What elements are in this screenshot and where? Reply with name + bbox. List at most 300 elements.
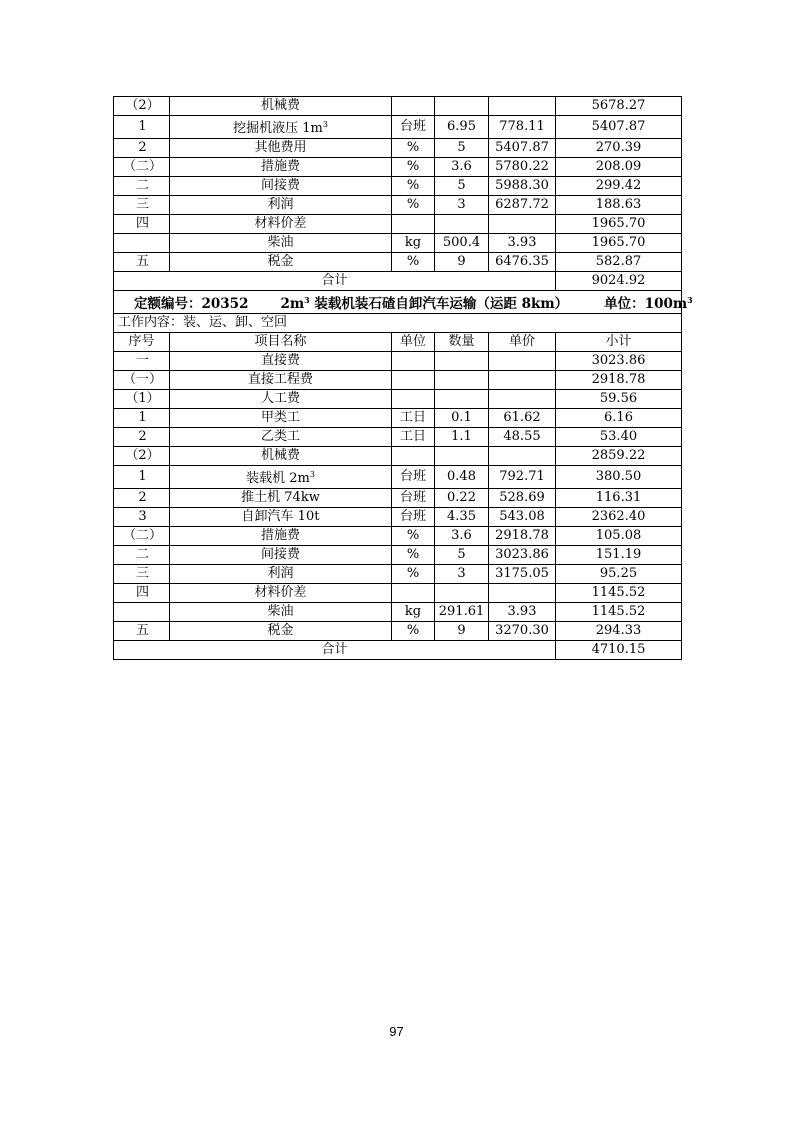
cell-price: [489, 352, 556, 371]
cell-name-text: 挖掘机液压 1m: [233, 121, 323, 136]
cell-qty-text: 291.61: [438, 604, 485, 619]
cell-price: [489, 196, 556, 215]
cell-name-text: 机械费: [260, 448, 300, 463]
cell-no: [114, 546, 170, 565]
cell-no-text: 四: [135, 585, 149, 600]
table-row: [114, 447, 682, 466]
cell-unit-text: 台班: [399, 119, 426, 134]
cell-name: [170, 253, 392, 272]
cell-unit-text: %: [406, 547, 420, 562]
cell-no: [114, 371, 170, 390]
cell-unit: [392, 390, 435, 409]
cell-unit: [392, 196, 435, 215]
cell-qty-text: 0.48: [447, 469, 476, 484]
table-row: [114, 234, 682, 253]
cell-name-text: 人工费: [260, 391, 300, 406]
cell-subtotal-text: 1145.52: [591, 585, 646, 600]
cell-price: [489, 447, 556, 466]
section-title-pre: 2m: [280, 296, 305, 312]
cell-name-text: 措施费: [260, 528, 300, 543]
cell-unit: [392, 565, 435, 584]
cell-no: [114, 215, 170, 234]
cell-subtotal: [556, 546, 682, 565]
table-row: [114, 116, 682, 139]
cell-no-text: 1: [138, 410, 147, 425]
cell-price-text: 543.08: [499, 509, 545, 524]
cell-no-text: 四: [135, 216, 149, 231]
cell-subtotal-text: 1145.52: [591, 604, 646, 619]
cell-qty: [435, 139, 489, 158]
cell-no-text: 3: [138, 509, 147, 524]
cell-unit: [392, 177, 435, 196]
cell-subtotal: [556, 253, 682, 272]
cell-name-text: 乙类工: [260, 429, 300, 444]
cell-subtotal: [556, 428, 682, 447]
total-label: 合计: [114, 641, 556, 660]
cell-no: [114, 466, 170, 489]
cell-name: [170, 158, 392, 177]
cell-unit-text: 台班: [399, 469, 426, 484]
cell-unit-text: %: [406, 254, 420, 269]
cell-subtotal-text: 1965.70: [591, 235, 646, 250]
cell-name: [170, 139, 392, 158]
cell-price: [489, 508, 556, 527]
cell-unit: [392, 215, 435, 234]
page-number: 97: [389, 1024, 404, 1039]
cell-subtotal-text: 116.31: [595, 490, 642, 505]
cell-no-text: 五: [135, 623, 149, 638]
cell-qty: [435, 97, 489, 116]
cell-subtotal: [556, 584, 682, 603]
cell-qty-text: 3: [457, 197, 466, 212]
cell-price: [489, 603, 556, 622]
cell-qty: [435, 466, 489, 489]
cell-price: [489, 177, 556, 196]
cell-unit: [392, 466, 435, 489]
header-subtotal: 小计: [556, 333, 682, 352]
cell-qty: [435, 508, 489, 527]
header-unit: 单位: [392, 333, 435, 352]
cell-qty-text: 9: [457, 623, 466, 638]
cell-subtotal: [556, 97, 682, 116]
cell-unit-text: 工日: [399, 429, 426, 444]
cell-qty: [435, 489, 489, 508]
cell-no-text: （2）: [125, 98, 160, 113]
cell-subtotal-text: 299.42: [595, 178, 642, 193]
cell-no: [114, 116, 170, 139]
cell-name-text: 税金: [267, 623, 294, 638]
work-content: 工作内容：装、运、卸、空回: [114, 314, 682, 333]
cell-price-text: 48.55: [503, 429, 541, 444]
cell-subtotal: [556, 234, 682, 253]
section-code: 定额编号：20352: [134, 296, 249, 312]
cell-no-text: 2: [138, 490, 147, 505]
cell-unit-text: %: [406, 197, 420, 212]
cell-price-text: 792.71: [499, 469, 545, 484]
cell-name: [170, 215, 392, 234]
cell-name: [170, 546, 392, 565]
cell-qty-text: 0.22: [447, 490, 476, 505]
cell-price-text: 778.11: [499, 119, 545, 134]
cell-no: [114, 603, 170, 622]
cell-subtotal: [556, 527, 682, 546]
cell-subtotal-text: 294.33: [595, 623, 642, 638]
cell-subtotal: [556, 139, 682, 158]
cell-price: [489, 428, 556, 447]
cell-name-text: 推土机 74kw: [241, 490, 320, 505]
cell-no-text: （二）: [122, 159, 162, 174]
cell-price: [489, 409, 556, 428]
cell-subtotal-text: 380.50: [595, 469, 642, 484]
cell-price: [489, 565, 556, 584]
cell-qty: [435, 622, 489, 641]
cell-name: [170, 527, 392, 546]
cell-name-text: 间接费: [260, 547, 300, 562]
cell-name-text: 间接费: [260, 178, 300, 193]
cell-unit: [392, 508, 435, 527]
cell-no-text: （二）: [122, 528, 162, 543]
cell-price-text: 5407.87: [495, 140, 549, 155]
cell-name: [170, 584, 392, 603]
cell-unit-text: 工日: [399, 410, 426, 425]
cell-name-sup: 3: [309, 470, 315, 479]
cell-price: [489, 390, 556, 409]
table-row: [114, 196, 682, 215]
cell-no: [114, 139, 170, 158]
cell-unit: [392, 546, 435, 565]
cell-qty-text: 3.6: [451, 528, 472, 543]
cell-unit-text: %: [406, 159, 420, 174]
total-row-bottom: [114, 641, 682, 660]
cell-name: [170, 196, 392, 215]
section-heading: [114, 291, 693, 314]
cell-no: [114, 584, 170, 603]
table-row: [114, 428, 682, 447]
cell-no-text: 1: [138, 119, 147, 134]
cell-unit: [392, 97, 435, 116]
cell-no: [114, 196, 170, 215]
cell-price-text: 3.93: [507, 604, 537, 619]
cell-qty: [435, 371, 489, 390]
cell-no-text: 1: [138, 469, 147, 484]
cell-subtotal: [556, 371, 682, 390]
cell-name: [170, 622, 392, 641]
table-row: [114, 508, 682, 527]
header-qty: 数量: [435, 333, 489, 352]
cell-unit: [392, 409, 435, 428]
cell-subtotal-text: 2918.78: [591, 372, 646, 387]
cell-price: [489, 139, 556, 158]
cell-unit-text: 台班: [399, 490, 426, 505]
cell-no: [114, 428, 170, 447]
cell-no-text: 三: [135, 197, 149, 212]
cell-price: [489, 158, 556, 177]
cell-name: [170, 466, 392, 489]
cell-price-text: 5988.30: [495, 178, 549, 193]
cell-subtotal-text: 95.25: [599, 566, 638, 581]
cell-name-text: 机械费: [260, 98, 300, 113]
cell-subtotal: [556, 177, 682, 196]
cell-qty: [435, 158, 489, 177]
table-row: [114, 97, 682, 116]
cell-subtotal-text: 2859.22: [591, 448, 646, 463]
cell-subtotal: [556, 622, 682, 641]
cell-subtotal: [556, 116, 682, 139]
cell-no-text: 2: [138, 429, 147, 444]
table-row: [114, 622, 682, 641]
cell-qty: [435, 584, 489, 603]
section-unit: [604, 296, 693, 312]
cell-qty: [435, 565, 489, 584]
cell-unit: [392, 603, 435, 622]
cell-name: [170, 508, 392, 527]
cell-unit-text: %: [406, 140, 420, 155]
cell-subtotal-text: 151.19: [595, 547, 642, 562]
cell-price: [489, 215, 556, 234]
cell-no: [114, 234, 170, 253]
table-row: [114, 489, 682, 508]
cell-qty-text: 4.35: [447, 509, 476, 524]
cell-no-text: 三: [135, 566, 149, 581]
cell-qty: [435, 177, 489, 196]
cell-name: [170, 428, 392, 447]
cell-price: [489, 116, 556, 139]
header-no: 序号: [114, 333, 170, 352]
cell-price-text: 6476.35: [495, 254, 549, 269]
cell-unit: [392, 371, 435, 390]
cell-no-text: 五: [135, 254, 149, 269]
table-top-body: [114, 97, 682, 272]
cell-price: [489, 489, 556, 508]
cell-subtotal: [556, 196, 682, 215]
header-name: 项目名称: [170, 333, 392, 352]
cell-name-text: 材料价差: [254, 585, 307, 600]
cell-name: [170, 352, 392, 371]
section-heading-row: [114, 291, 682, 314]
cell-qty-text: 500.4: [442, 235, 481, 250]
cell-unit-text: %: [406, 566, 420, 581]
cell-unit: [392, 428, 435, 447]
cell-unit: [392, 527, 435, 546]
cell-unit-text: %: [406, 528, 420, 543]
cell-no-text: （1）: [125, 391, 160, 406]
cell-qty-text: 6.95: [447, 119, 476, 134]
cell-qty-text: 0.1: [451, 410, 472, 425]
table-row: [114, 139, 682, 158]
cell-qty-text: 3: [457, 566, 466, 581]
cell-subtotal: [556, 489, 682, 508]
cell-name-text: 自卸汽车 10t: [241, 509, 320, 524]
cell-no: [114, 253, 170, 272]
cell-no: [114, 158, 170, 177]
cell-subtotal-text: 5407.87: [591, 119, 646, 134]
cell-unit-text: %: [406, 178, 420, 193]
cell-subtotal-text: 2362.40: [591, 509, 646, 524]
cell-name: [170, 489, 392, 508]
cell-unit: [392, 253, 435, 272]
cell-qty-text: 5: [457, 140, 466, 155]
table-row: [114, 466, 682, 489]
cell-subtotal-text: 6.16: [604, 410, 633, 425]
table-row: [114, 177, 682, 196]
cell-unit: [392, 234, 435, 253]
cell-subtotal-text: 5678.27: [591, 98, 646, 113]
cell-no: [114, 565, 170, 584]
cell-subtotal: [556, 508, 682, 527]
cell-subtotal: [556, 565, 682, 584]
table-row: [114, 565, 682, 584]
cell-no: [114, 622, 170, 641]
cell-price-text: 528.69: [499, 490, 545, 505]
cell-price-text: 5780.22: [495, 159, 549, 174]
cell-name: [170, 603, 392, 622]
table-row: [114, 390, 682, 409]
table-row: [114, 158, 682, 177]
budget-table: [113, 96, 693, 660]
cell-subtotal: [556, 158, 682, 177]
table-row: [114, 546, 682, 565]
cell-subtotal-text: 208.09: [595, 159, 642, 174]
section-unit-pre: 单位：100m: [604, 296, 688, 312]
cell-qty: [435, 116, 489, 139]
section-title-post: 装载机装石碴自卸汽车运输（运距 8km）: [309, 296, 569, 312]
section-title: [280, 296, 568, 312]
cell-unit-text: kg: [404, 235, 422, 250]
cell-qty: [435, 234, 489, 253]
total-value: 9024.92: [556, 272, 682, 291]
cell-unit: [392, 139, 435, 158]
cell-qty-text: 5: [457, 547, 466, 562]
cell-price: [489, 527, 556, 546]
cell-qty: [435, 196, 489, 215]
cell-subtotal: [556, 215, 682, 234]
table-bottom-body: [114, 352, 682, 641]
total-row-top: [114, 272, 682, 291]
cell-name: [170, 371, 392, 390]
header-row: [114, 333, 682, 352]
cell-unit-text: kg: [404, 604, 422, 619]
cell-price: [489, 97, 556, 116]
cell-subtotal: [556, 390, 682, 409]
cell-price-text: 3.93: [507, 235, 537, 250]
cell-price-text: 6287.72: [495, 197, 549, 212]
cell-subtotal: [556, 466, 682, 489]
cell-name-text: 直接工程费: [247, 372, 313, 387]
cell-no-text: 二: [135, 547, 149, 562]
cell-qty-text: 9: [457, 254, 466, 269]
cell-no: [114, 508, 170, 527]
cell-name-text: 材料价差: [254, 216, 307, 231]
cell-subtotal-text: 53.40: [599, 429, 638, 444]
cell-price: [489, 253, 556, 272]
cell-no: [114, 527, 170, 546]
cell-qty: [435, 253, 489, 272]
cell-no: [114, 390, 170, 409]
cell-no: [114, 447, 170, 466]
cell-qty: [435, 428, 489, 447]
cell-price: [489, 546, 556, 565]
cell-no-text: （一）: [122, 372, 162, 387]
cell-no: [114, 97, 170, 116]
cell-name: [170, 390, 392, 409]
cell-qty: [435, 603, 489, 622]
cell-qty-text: 5: [457, 178, 466, 193]
cell-name-text: 装载机 2m: [246, 471, 310, 486]
cell-qty: [435, 447, 489, 466]
cell-subtotal-text: 59.56: [599, 391, 638, 406]
cell-unit-text: 台班: [399, 509, 426, 524]
cell-name-text: 措施费: [260, 159, 300, 174]
table-row: [114, 527, 682, 546]
cell-unit: [392, 622, 435, 641]
table-row: [114, 603, 682, 622]
cell-unit: [392, 116, 435, 139]
cell-qty: [435, 352, 489, 371]
cell-subtotal: [556, 352, 682, 371]
cell-subtotal: [556, 447, 682, 466]
cell-no-text: 2: [138, 140, 147, 155]
cell-name: [170, 177, 392, 196]
cell-price-text: 61.62: [503, 410, 541, 425]
cell-name: [170, 447, 392, 466]
cell-price-text: 3270.30: [495, 623, 549, 638]
cell-qty: [435, 527, 489, 546]
cell-qty-text: 3.6: [451, 159, 472, 174]
cell-name: [170, 234, 392, 253]
cell-price-text: 3023.86: [495, 547, 549, 562]
cell-name-text: 利润: [267, 197, 294, 212]
cell-qty-text: 1.1: [451, 429, 472, 444]
section-unit-sup: 3: [687, 295, 693, 305]
cell-unit: [392, 352, 435, 371]
cell-name-text: 税金: [267, 254, 294, 269]
cell-price: [489, 466, 556, 489]
header-price: 单价: [489, 333, 556, 352]
cell-no: [114, 409, 170, 428]
cell-price-text: 2918.78: [495, 528, 549, 543]
cell-price: [489, 371, 556, 390]
cell-qty: [435, 409, 489, 428]
cell-price: [489, 234, 556, 253]
cell-no: [114, 352, 170, 371]
cell-unit-text: %: [406, 623, 420, 638]
cell-subtotal-text: 105.08: [595, 528, 642, 543]
total-label: 合计: [114, 272, 556, 291]
cell-subtotal-text: 270.39: [595, 140, 642, 155]
cell-no-text: 二: [135, 178, 149, 193]
cell-subtotal-text: 1965.70: [591, 216, 646, 231]
cell-no: [114, 177, 170, 196]
cell-no: [114, 489, 170, 508]
cell-name-text: 甲类工: [260, 410, 300, 425]
cell-unit: [392, 584, 435, 603]
table-row: [114, 371, 682, 390]
work-content-row: [114, 314, 682, 333]
cell-price-text: 3175.05: [495, 566, 549, 581]
cell-price: [489, 622, 556, 641]
table-row: [114, 352, 682, 371]
cell-name-text: 其他费用: [254, 140, 307, 155]
cell-unit: [392, 158, 435, 177]
total-value: 4710.15: [556, 641, 682, 660]
cell-name-text: 利润: [267, 566, 294, 581]
cell-no-text: 一: [135, 353, 149, 368]
table-row: [114, 409, 682, 428]
cell-subtotal-text: 188.63: [595, 197, 642, 212]
cell-qty: [435, 546, 489, 565]
cell-name-sup: 3: [322, 120, 328, 129]
cell-name: [170, 116, 392, 139]
